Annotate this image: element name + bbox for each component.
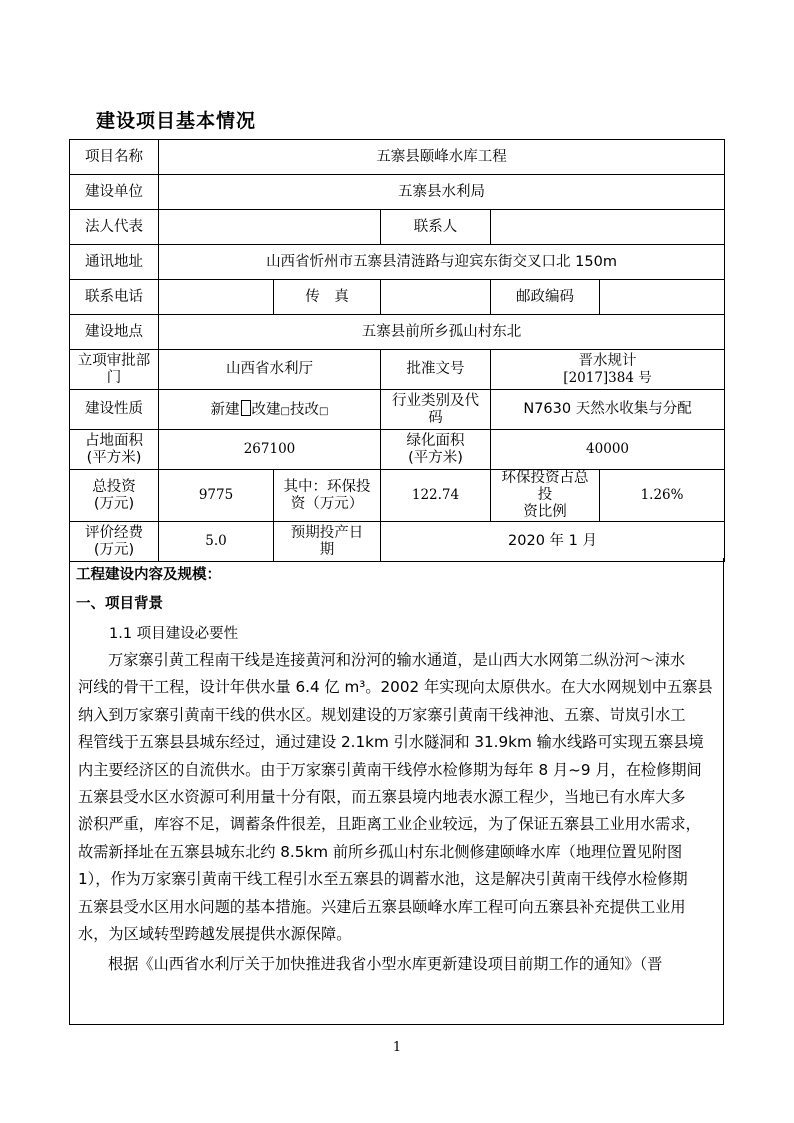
legal-rep-label: 法人代表 — [70, 210, 159, 245]
contact-value — [491, 210, 725, 245]
paragraph-line: 根据《山西省水利厅关于加快推进我省小型水库更新建设项目前期工作的通知》（晋 — [108, 955, 663, 974]
invest-label — [70, 470, 159, 522]
area-value: 267100 — [159, 430, 381, 470]
section-heading: 一、项目背景 — [76, 596, 163, 612]
area-label-line1: 占地面积 — [85, 432, 143, 449]
basic-info-table — [69, 139, 725, 562]
industry-label: 行业类别及代码 — [381, 390, 491, 430]
paragraph-line: 程管线于五寨县县城东经过，通过建设 2.1km 引水隧洞和 31.9km 输水线路可实现五寨县境 — [78, 733, 704, 752]
green-value: 40000 — [491, 430, 725, 470]
postcode-value — [600, 280, 725, 315]
invest-label-line2: (万元) — [93, 495, 135, 512]
legal-rep-value — [159, 210, 381, 245]
paragraph-line: 水，为区域转型跨越发展提供水源保障。 — [78, 925, 352, 944]
eval-fee-label-line1: 评价经费 — [85, 524, 143, 541]
project-name-value: 五寨县颐峰水库工程 — [159, 140, 725, 175]
site-label: 建设地点 — [70, 315, 159, 350]
paragraph-line: 淤积严重，库容不足，调蓄条件很差，且距离工业企业较远，为了保证五寨县工业用水需求， — [78, 815, 701, 834]
env-ratio-label-line1: 环保投资占总投 — [501, 470, 589, 503]
page-title: 建设项目基本情况 — [96, 110, 257, 132]
green-label-line2: (平方米) — [408, 449, 463, 466]
approval-dept-label: 立项审批部门 — [70, 350, 159, 390]
checkbox-icon: □ — [319, 405, 329, 417]
phone-label: 联系电话 — [70, 280, 159, 315]
contact-label: 联系人 — [381, 210, 491, 245]
env-ratio-label-line2: 资比例 — [523, 504, 567, 520]
site-value: 五寨县前所乡孤山村东北 — [159, 315, 725, 350]
checkbox-icon: □ — [280, 405, 290, 417]
approval-no-line2: [2017]384 号 — [563, 369, 652, 386]
approval-no-value — [491, 350, 725, 390]
nature-rebuild: 改建 — [251, 401, 281, 418]
start-date-label — [274, 522, 381, 562]
project-name-label: 项目名称 — [70, 140, 159, 175]
invest-label-line1: 总投资 — [92, 478, 136, 495]
paragraph-line: 五寨县受水区水资源可利用量十分有限，而五寨县境内地表水源工程少，当地已有水库大多 — [78, 788, 686, 807]
approval-no-label: 批准文号 — [381, 350, 491, 390]
paragraph-line: 五寨县受水区用水问题的基本措施。兴建后五寨县颐峰水库工程可向五寨县补充提供工业用 — [78, 897, 686, 916]
nature-tech: 技改 — [290, 401, 319, 418]
checkbox-checked-icon — [241, 400, 251, 416]
address-label: 通讯地址 — [70, 245, 159, 280]
eval-fee-value: 5.0 — [159, 522, 274, 562]
env-invest-label — [274, 470, 381, 522]
fax-label: 传 真 — [274, 280, 381, 315]
env-invest-value: 122.74 — [381, 470, 491, 522]
paragraph-line: 万家寨引黄工程南干线是连接黄河和汾河的输水通道，是山西大水网第二纵汾河～涑水 — [108, 651, 686, 669]
area-label — [70, 430, 159, 470]
subsection-heading: 1.1 项目建设必要性 — [109, 626, 239, 642]
industry-value: N7630 天然水收集与分配 — [491, 390, 725, 430]
env-ratio-label — [491, 470, 600, 522]
paragraph-line: 故需新择址在五寨县城东北约 8.5km 前所乡孤山村东北侧修建颐峰水库（地理位置见附图 — [78, 842, 683, 861]
invest-value: 9775 — [159, 470, 274, 522]
start-date-value: 2020 年 1 月 — [381, 522, 725, 562]
green-label — [381, 430, 491, 470]
start-label-line1: 预期投产日 — [290, 524, 364, 541]
paragraph-line: 河线的骨干工程，设计年供水量 6.4 亿 m³。2002 年实现向太原供水。在大水网规划中五寨县 — [78, 678, 713, 697]
env-invest-label-line1: 其中：环保投 — [283, 478, 371, 495]
background-paragraph — [78, 647, 718, 979]
builder-label: 建设单位 — [70, 175, 159, 210]
phone-value — [159, 280, 274, 315]
green-label-line1: 绿化面积 — [406, 432, 465, 449]
address-value: 山西省忻州市五寨县清涟路与迎宾东街交叉口北 150m — [159, 245, 725, 280]
content-heading: 工程建设内容及规模： — [76, 567, 221, 583]
paragraph-line: 1），作为万家寨引黄南干线工程引水至五寨县的调蓄水池，这是解决引黄南干线停水检修期 — [78, 870, 688, 889]
page-number: 1 — [392, 1040, 402, 1055]
nature-new: 新建 — [210, 401, 240, 418]
start-label-line2: 期 — [319, 541, 335, 558]
nature-label: 建设性质 — [70, 390, 159, 430]
paragraph-line: 纳入到万家寨引黄南干线的供水区。规划建设的万家寨引黄南干线神池、五寨、岢岚引水工 — [78, 705, 686, 724]
env-ratio-value: 1.26% — [600, 470, 725, 522]
paragraph-line: 内主要经济区的自流供水。由于万家寨引黄南干线停水检修期为每年 8 月~9 月，在检修期间 — [78, 760, 702, 779]
builder-value: 五寨县水利局 — [159, 175, 725, 210]
area-label-line2: (平方米) — [86, 449, 142, 466]
approval-no-line1: 晋水规计 — [578, 352, 637, 369]
eval-fee-label-line2: (万元) — [93, 541, 135, 558]
fax-value — [381, 280, 491, 315]
postcode-label: 邮政编码 — [491, 280, 600, 315]
nature-value — [159, 390, 381, 430]
eval-fee-label — [70, 522, 159, 562]
env-invest-label-line2: 资（万元） — [290, 495, 364, 512]
approval-dept-value: 山西省水利厅 — [159, 350, 381, 390]
